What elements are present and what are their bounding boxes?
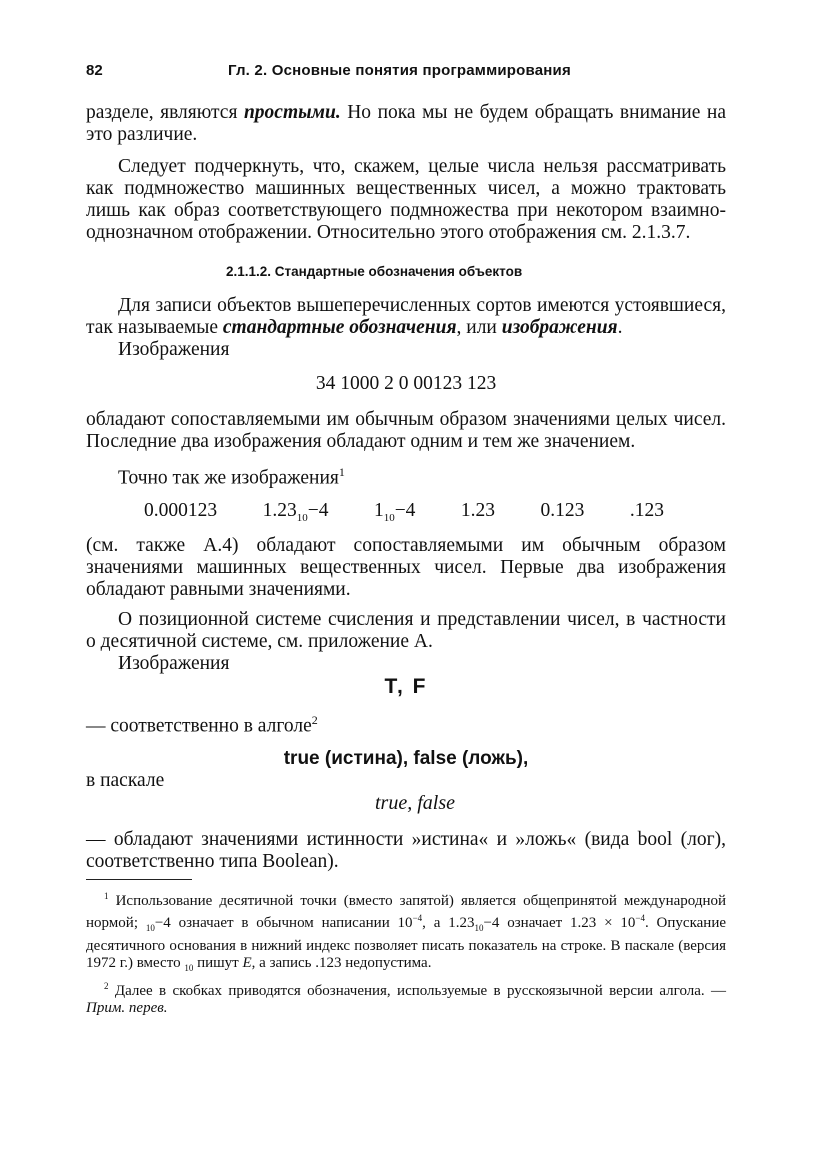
- real-example-6: .123: [629, 499, 664, 521]
- paragraph-5: Точно так же изображения$^1$: [118, 465, 345, 489]
- emphasis-images: изображения: [501, 317, 618, 338]
- footnote-2: $^2$ Далее в скобках приводятся обозначения, используемые в русскоязычной версии алгола. — Прим. перев.: [86, 980, 726, 1017]
- real-examples: [86, 500, 726, 524]
- emphasis-standard-notation: стандартные обозначения: [222, 317, 457, 338]
- footnote-ref-2: 2: [311, 713, 318, 728]
- section-heading: 2.1.1.2. Стандартные обозначения объектов: [226, 264, 523, 279]
- page-header: [86, 52, 726, 82]
- paragraph-1: разделе, являются простыми. Но пока мы не будем обращать внимание на это различие.: [86, 102, 726, 145]
- footnote-divider: [86, 879, 192, 880]
- label-images-1: Изображения: [118, 339, 230, 360]
- book-page: [86, 52, 726, 1018]
- real-example-2: $1.23_{10}-4$: [262, 499, 329, 524]
- real-example-3: $1_{10}-4$: [373, 499, 416, 524]
- paragraph-2: Следует подчеркнуть, что, скажем, целые числа нельзя рассматривать как подмножество машинных вещественных чисел, а можно трактовать лишь как образ соответствующего подмножества при некотором взаимно-однозначном отображении. Относительно этого отображения см. 2.1.3.7.: [86, 156, 726, 243]
- footnote-1: $^1$ Использование десятичной точки (вместо запятой) является общепринятой международной нормой; $_{10}$−4 означает в обычном написании $10^{-4}$, а $1.23_{10}-4$ означает $1.23 \times 10^{-4}$. Опускание десятичного основания в нижний индекс позволяет писать показатель на строке. В паскале (версия 1972 г.) вместо $_{10}$ пишут E, а запись .123 недопустима.: [86, 890, 727, 974]
- tf-symbols: T, F: [384, 675, 428, 699]
- pascal-label: в паскале: [86, 769, 165, 791]
- footnote-ref-1: 1: [338, 465, 345, 479]
- page-number: 82: [86, 62, 103, 79]
- paragraph-3: Для записи объектов вышеперечисленных сортов имеются устоявшиеся, так называемые стандартные обозначения, или изображения.: [86, 295, 726, 338]
- true-false-bold: true (истина), false (ложь),: [283, 747, 529, 769]
- real-example-5: 0.123: [540, 499, 585, 521]
- label-images-2: Изображения: [118, 653, 230, 675]
- paragraph-4: обладают сопоставляемыми им обычным образом значениями целых чисел. Последние два изображения обладают одним и тем же значением.: [86, 409, 726, 452]
- algol-line: — соответственно в алголе$^2$: [86, 713, 318, 737]
- paragraph-7: О позиционной системе счисления и представлении чисел, в частности о десятичной системе, см. приложение A.: [86, 609, 726, 653]
- paragraph-8: — обладают значениями истинности »истина« и »ложь« (вида bool (лог), соответственно типа Boolean).: [86, 828, 726, 872]
- real-example-1: 0.000123: [144, 499, 218, 521]
- integer-examples: 34 1000 2 0 00123 123: [315, 373, 497, 394]
- true-false-italic: true, false: [375, 791, 455, 814]
- paragraph-6: (см. также A.4) обладают сопоставляемыми им обычным образом значениями машинных вещественных чисел. Первые два изображения обладают равными значениями.: [86, 535, 726, 601]
- running-title: Гл. 2. Основные понятия программирования: [228, 62, 571, 79]
- emphasis-prostymi: простыми.: [243, 102, 341, 123]
- real-example-4: 1.23: [460, 499, 496, 521]
